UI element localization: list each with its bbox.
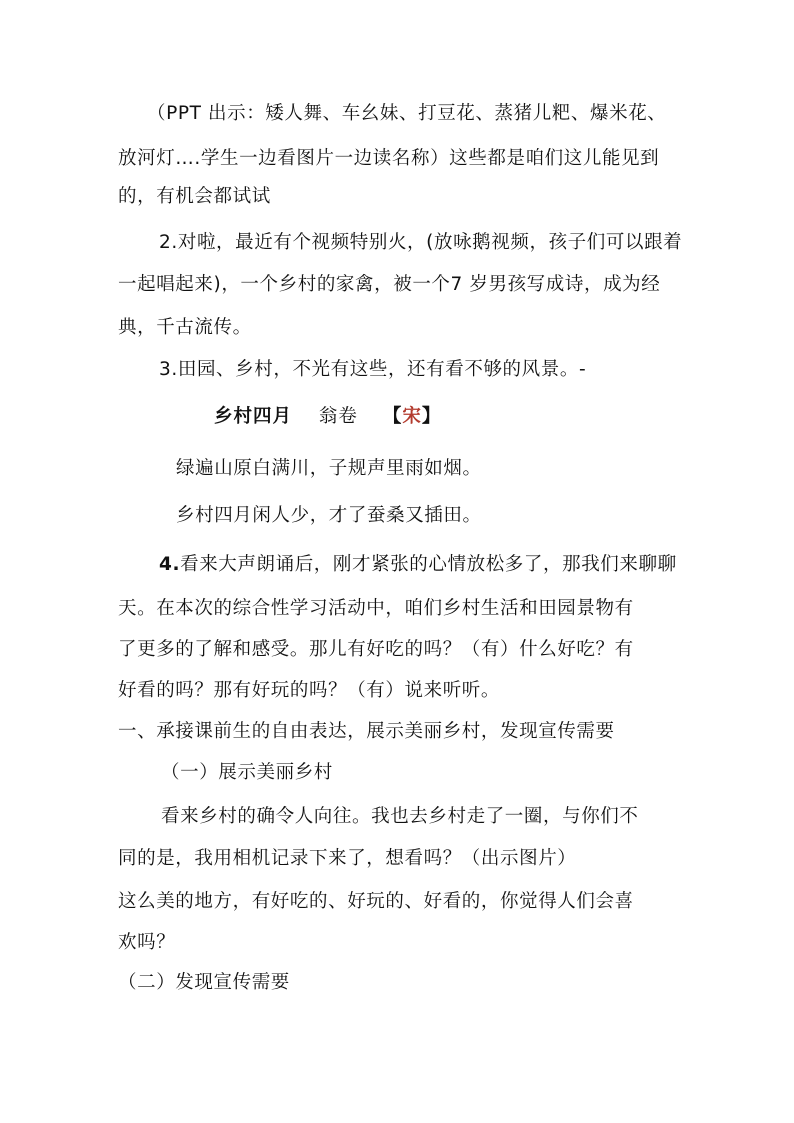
- poem-line-1: 绿遍山原白满川，子规声里雨如烟。: [176, 458, 482, 479]
- paragraph-2-line-3: 典，千古流传。: [118, 317, 252, 338]
- section-1-body-line-4: 欢吗？: [118, 932, 176, 953]
- poem-title-line: [214, 404, 441, 430]
- poem-dynasty: 宋: [402, 406, 422, 427]
- paragraph-4-line-4: 好看的吗？那有好玩的吗？（有）说来听听。: [118, 680, 501, 701]
- section-1-heading: 一、承接课前生的自由表达，展示美丽乡村，发现宣传需要: [118, 721, 615, 742]
- section-1-body-line-3: 这么美的地方，有好吃的、好玩的、好看的，你觉得人们会喜: [118, 891, 634, 912]
- paragraph-1-line-3: 的，有机会都试试: [118, 186, 271, 207]
- poem-title: 乡村四月: [214, 406, 293, 427]
- paragraph-2-line-2: 一起唱起来)，一个乡村的家禽，被一个7 岁男孩写成诗，成为经: [118, 274, 661, 295]
- paragraph-3-line-1: 3.田园、乡村，不光有这些，还有看不够的风景。-: [159, 359, 587, 380]
- poem-line-2: 乡村四月闲人少，才了蚕桑又插田。: [176, 505, 482, 526]
- paragraph-4-line-1: [159, 552, 677, 578]
- paragraph-4-line-3: 了更多的了解和感受。那儿有好吃的吗？（有）什么好吃？有: [118, 639, 634, 660]
- paragraph-1-line-2: 放河灯….学生一边看图片一边读名称）这些都是咱们这儿能见到: [118, 148, 660, 169]
- poem-author: 翁卷: [318, 406, 358, 427]
- section-1-subheading-1: （一）展示美丽乡村: [161, 762, 333, 783]
- poem-dynasty-open: 【: [382, 406, 403, 427]
- paragraph-1-line-1: （PPT 出示：矮人舞、车幺妹、打豆花、蒸猪儿粑、爆米花、: [147, 103, 667, 124]
- paragraph-4-line-2: 天。在本次的综合性学习活动中，咱们乡村生活和田园景物有: [118, 598, 634, 619]
- section-1-subheading-2: （二）发现宣传需要: [118, 972, 290, 993]
- poem-dynasty-close: 】: [421, 406, 442, 427]
- section-1-body-line-1: 看来乡村的确令人向往。我也去乡村走了一圈，与你们不: [161, 806, 639, 827]
- paragraph-2-line-1: 2.对啦，最近有个视频特别火，(放咏鹅视频，孩子们可以跟着: [159, 232, 683, 253]
- section-1-body-line-2: 同的是，我用相机记录下来了，想看吗？（出示图片）: [118, 848, 577, 869]
- paragraph-4-number: 4.: [159, 554, 181, 575]
- paragraph-4-line-1-text: 看来大声朗诵后，刚才紧张的心情放松多了，那我们来聊聊: [180, 554, 677, 575]
